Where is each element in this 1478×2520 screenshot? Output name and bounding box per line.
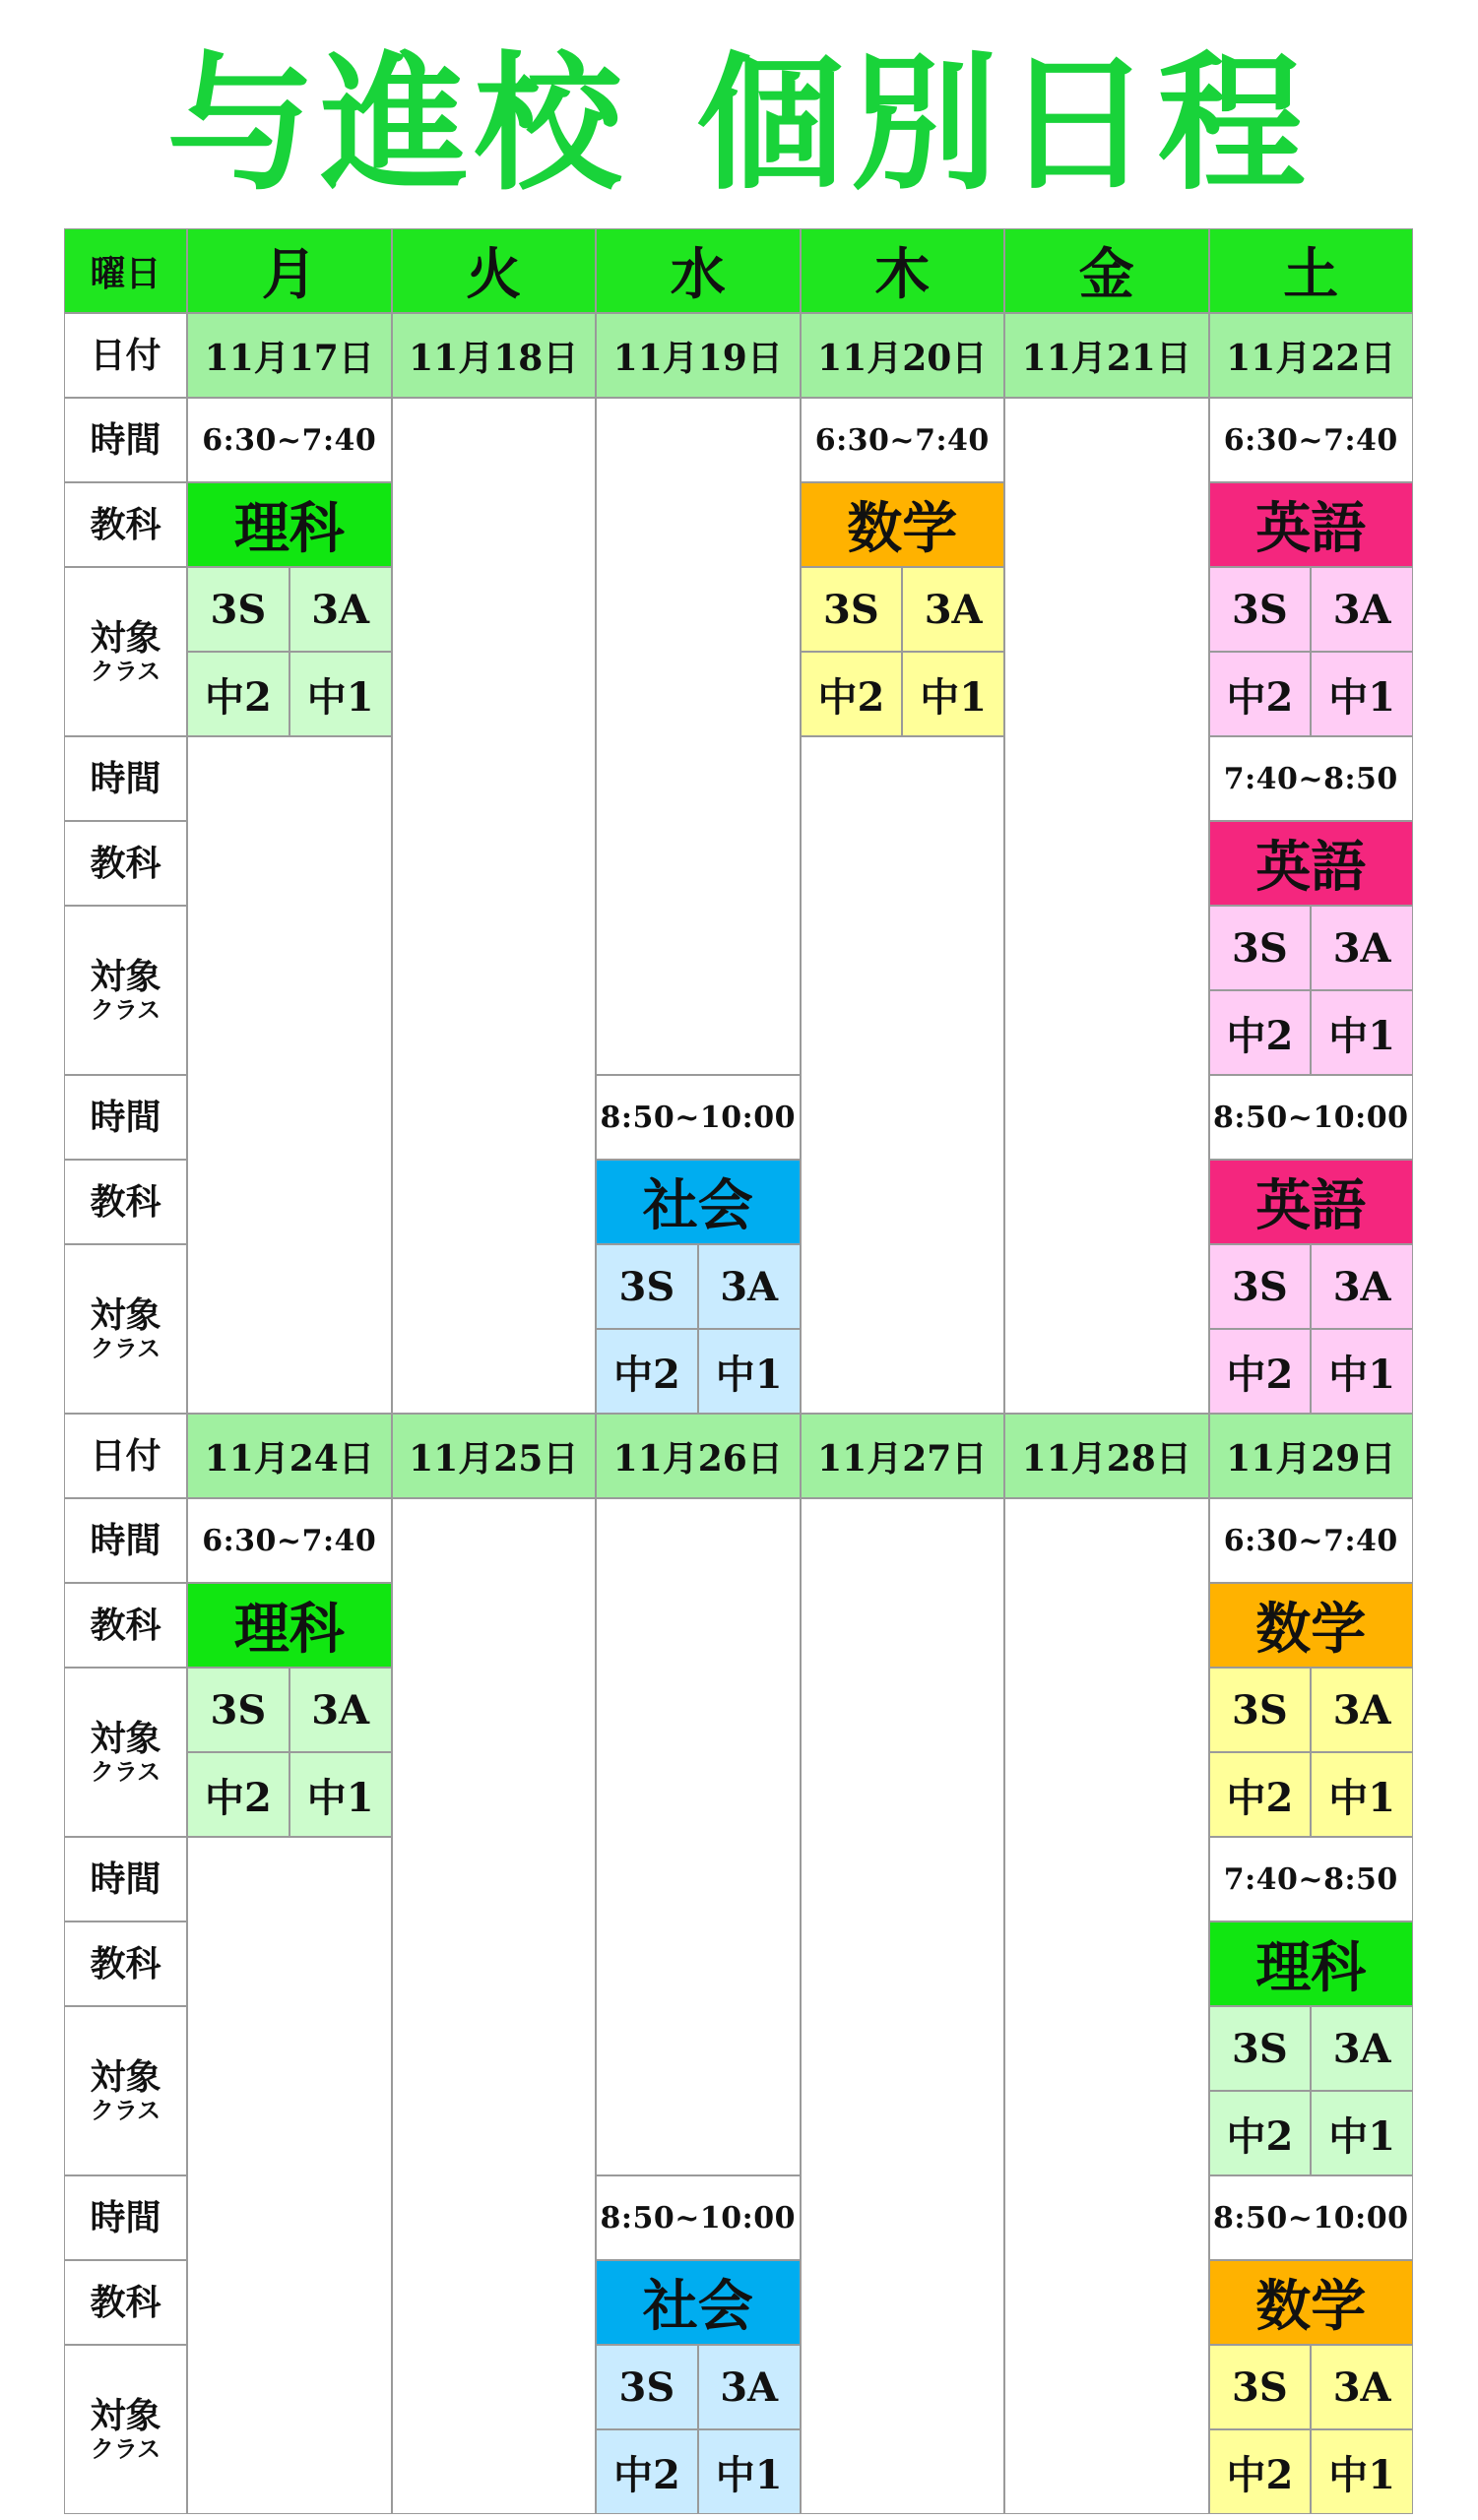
row-label-time bbox=[64, 2175, 187, 2260]
subject-cell bbox=[596, 1160, 801, 1244]
class-cell-text: 中1 bbox=[715, 1351, 783, 1398]
class-cell-text: 中2 bbox=[1226, 2112, 1294, 2160]
class-cell-text: 3A bbox=[1332, 1686, 1391, 1733]
target-label: 対象 bbox=[90, 1294, 161, 1336]
target-label: 対象 bbox=[90, 2395, 161, 2436]
day-header bbox=[1004, 228, 1209, 313]
subject-cell bbox=[187, 1583, 392, 1668]
class-cell-text: 中2 bbox=[1226, 1351, 1294, 1398]
class-cell bbox=[289, 1668, 392, 1752]
class-cell-text: 3A bbox=[1332, 586, 1391, 633]
class-cell-text: 3A bbox=[924, 586, 983, 633]
row-label-target bbox=[64, 906, 187, 1075]
subject-cell bbox=[1209, 482, 1414, 567]
class-cell-text: 3S bbox=[210, 586, 267, 633]
row-label-time bbox=[64, 1498, 187, 1583]
day-header bbox=[801, 228, 1005, 313]
class-cell-text: 3S bbox=[823, 586, 879, 633]
time-cell bbox=[1209, 736, 1414, 821]
time-cell-text: 6:30~7:40 bbox=[202, 1523, 377, 1558]
class-cell-text: 3A bbox=[720, 2363, 779, 2411]
class-cell-text: 中2 bbox=[1226, 1774, 1294, 1821]
target-label: 対象 bbox=[90, 1718, 161, 1759]
time-cell bbox=[187, 1498, 392, 1583]
class-cell bbox=[187, 567, 289, 652]
date-cell-text: 11月21日 bbox=[1021, 337, 1191, 379]
row-label-subject-text: 教科 bbox=[90, 2282, 161, 2323]
row-label-subject bbox=[64, 1922, 187, 2006]
class-cell bbox=[698, 1244, 801, 1329]
day-header bbox=[1209, 228, 1414, 313]
class-cell bbox=[289, 567, 392, 652]
header-label-text: 曜日 bbox=[90, 252, 161, 294]
class-cell bbox=[1311, 1329, 1413, 1414]
subject-cell-text: 数学 bbox=[1255, 1597, 1367, 1662]
row-label-time-text: 時間 bbox=[90, 1520, 161, 1561]
row-label-subject-text: 教科 bbox=[90, 1943, 161, 1984]
row-label-date bbox=[64, 313, 187, 398]
date-cell bbox=[1209, 1414, 1414, 1498]
class-cell-text: 3S bbox=[1232, 1263, 1288, 1310]
target-sub-label: クラス bbox=[90, 995, 161, 1024]
class-cell-text: 3S bbox=[618, 1263, 675, 1310]
date-cell bbox=[392, 313, 597, 398]
class-cell-text: 中1 bbox=[1328, 1012, 1396, 1059]
subject-cell-text: 英語 bbox=[1255, 835, 1367, 900]
subject-cell bbox=[1209, 821, 1414, 906]
time-cell-text: 8:50~10:00 bbox=[600, 1100, 796, 1135]
class-cell-text: 中2 bbox=[204, 673, 272, 721]
row-label-subject bbox=[64, 1583, 187, 1668]
row-label-subject bbox=[64, 1160, 187, 1244]
class-cell bbox=[1209, 1668, 1312, 1752]
class-cell bbox=[1311, 2345, 1413, 2429]
class-cell-text: 3S bbox=[618, 2363, 675, 2411]
class-cell-text: 3S bbox=[1232, 2025, 1288, 2072]
class-cell-text: 3A bbox=[311, 1686, 370, 1733]
time-cell bbox=[1209, 398, 1414, 482]
row-label-time bbox=[64, 1075, 187, 1160]
row-label-date-text: 日付 bbox=[90, 335, 161, 376]
day-header-text: 火 bbox=[466, 242, 522, 307]
row-label-time-text: 時間 bbox=[90, 1097, 161, 1138]
class-cell bbox=[698, 1329, 801, 1414]
class-cell bbox=[596, 1244, 698, 1329]
class-cell-text: 中1 bbox=[1328, 2112, 1396, 2160]
class-cell bbox=[289, 652, 392, 736]
target-label: 対象 bbox=[90, 617, 161, 659]
class-cell bbox=[596, 1329, 698, 1414]
date-cell bbox=[1209, 313, 1414, 398]
subject-cell bbox=[187, 482, 392, 567]
class-cell bbox=[1311, 906, 1413, 990]
date-cell bbox=[801, 1414, 1005, 1498]
title-school: 与進校 bbox=[166, 38, 628, 211]
class-cell bbox=[1209, 2429, 1312, 2514]
class-cell bbox=[801, 567, 903, 652]
class-cell bbox=[1311, 2091, 1413, 2175]
day-header bbox=[596, 228, 801, 313]
target-sub-label: クラス bbox=[90, 2096, 161, 2124]
target-sub-label: クラス bbox=[90, 2434, 161, 2463]
class-cell-text: 中2 bbox=[612, 2451, 680, 2498]
row-label-subject-text: 教科 bbox=[90, 504, 161, 545]
class-cell-text: 中2 bbox=[204, 1774, 272, 1821]
time-cell-text: 6:30~7:40 bbox=[1223, 422, 1398, 458]
class-cell-text: 3A bbox=[311, 586, 370, 633]
row-label-subject bbox=[64, 821, 187, 906]
class-cell bbox=[698, 2429, 801, 2514]
empty-cell bbox=[392, 398, 597, 1414]
class-cell bbox=[596, 2429, 698, 2514]
subject-cell-text: 英語 bbox=[1255, 1173, 1367, 1238]
class-cell bbox=[1209, 1329, 1312, 1414]
date-cell-text: 11月24日 bbox=[204, 1437, 374, 1480]
time-cell bbox=[1209, 1075, 1414, 1160]
class-cell bbox=[1209, 990, 1312, 1075]
date-cell-text: 11月27日 bbox=[817, 1437, 988, 1480]
day-header-text: 木 bbox=[874, 242, 931, 307]
time-cell bbox=[187, 398, 392, 482]
class-cell-text: 中1 bbox=[306, 673, 374, 721]
date-cell-text: 11月25日 bbox=[409, 1437, 579, 1480]
class-cell bbox=[902, 567, 1004, 652]
row-label-time-text: 時間 bbox=[90, 2197, 161, 2238]
class-cell bbox=[1311, 1752, 1413, 1837]
date-cell-text: 11月18日 bbox=[409, 337, 579, 379]
time-cell-text: 6:30~7:40 bbox=[1223, 1523, 1398, 1558]
class-cell-text: 中1 bbox=[1328, 673, 1396, 721]
empty-cell bbox=[392, 1498, 597, 2514]
subject-cell bbox=[1209, 1160, 1414, 1244]
class-cell-text: 3A bbox=[1332, 1263, 1391, 1310]
row-label-target bbox=[64, 2006, 187, 2175]
title-schedule: 個別日程 bbox=[696, 38, 1312, 211]
class-cell bbox=[1209, 1752, 1312, 1837]
subject-cell-text: 理科 bbox=[233, 1597, 345, 1662]
empty-cell bbox=[187, 736, 392, 1414]
class-cell-text: 3A bbox=[1332, 2025, 1391, 2072]
class-cell bbox=[1209, 1244, 1312, 1329]
class-cell-text: 中2 bbox=[612, 1351, 680, 1398]
row-label-target bbox=[64, 2345, 187, 2514]
class-cell bbox=[1209, 652, 1312, 736]
class-cell-text: 中1 bbox=[1328, 1351, 1396, 1398]
empty-cell bbox=[1004, 1498, 1209, 2514]
class-cell-text: 3A bbox=[1332, 2363, 1391, 2411]
row-label-time bbox=[64, 736, 187, 821]
class-cell-text: 中1 bbox=[306, 1774, 374, 1821]
date-cell bbox=[596, 313, 801, 398]
class-cell bbox=[1209, 567, 1312, 652]
subject-cell-text: 社会 bbox=[642, 1173, 753, 1238]
day-header-text: 土 bbox=[1283, 242, 1339, 307]
subject-cell bbox=[1209, 1922, 1414, 2006]
empty-cell bbox=[596, 1498, 801, 2175]
row-label-time-text: 時間 bbox=[90, 419, 161, 461]
subject-cell bbox=[1209, 2260, 1414, 2345]
class-cell-text: 3S bbox=[1232, 586, 1288, 633]
row-label-time-text: 時間 bbox=[90, 758, 161, 799]
target-label: 対象 bbox=[90, 956, 161, 997]
class-cell bbox=[1311, 2006, 1413, 2091]
class-cell-text: 中1 bbox=[1328, 2451, 1396, 2498]
header-label bbox=[64, 228, 187, 313]
class-cell bbox=[1209, 2345, 1312, 2429]
class-cell bbox=[1311, 990, 1413, 1075]
row-label-time bbox=[64, 398, 187, 482]
subject-cell bbox=[801, 482, 1005, 567]
target-sub-label: クラス bbox=[90, 657, 161, 685]
time-cell-text: 8:50~10:00 bbox=[1213, 2200, 1409, 2236]
day-header bbox=[392, 228, 597, 313]
class-cell bbox=[596, 2345, 698, 2429]
class-cell bbox=[1311, 652, 1413, 736]
class-cell bbox=[289, 1752, 392, 1837]
time-cell bbox=[596, 1075, 801, 1160]
time-cell bbox=[1209, 1498, 1414, 1583]
class-cell-text: 3A bbox=[1332, 924, 1391, 972]
class-cell-text: 3S bbox=[1232, 1686, 1288, 1733]
class-cell bbox=[187, 1668, 289, 1752]
row-label-subject-text: 教科 bbox=[90, 1605, 161, 1646]
subject-cell-text: 数学 bbox=[847, 496, 958, 561]
class-cell bbox=[1311, 1668, 1413, 1752]
empty-cell bbox=[801, 1498, 1005, 2514]
day-header-text: 水 bbox=[670, 242, 726, 307]
time-cell bbox=[596, 2175, 801, 2260]
subject-cell-text: 理科 bbox=[233, 496, 345, 561]
class-cell bbox=[187, 1752, 289, 1837]
class-cell-text: 中1 bbox=[920, 673, 988, 721]
row-label-target bbox=[64, 1668, 187, 1837]
date-cell bbox=[187, 313, 392, 398]
class-cell bbox=[1209, 906, 1312, 990]
date-cell bbox=[801, 313, 1005, 398]
date-cell-text: 11月28日 bbox=[1021, 1437, 1191, 1480]
date-cell bbox=[392, 1414, 597, 1498]
class-cell bbox=[1209, 2006, 1312, 2091]
class-cell bbox=[698, 2345, 801, 2429]
class-cell bbox=[1311, 2429, 1413, 2514]
class-cell bbox=[1209, 2091, 1312, 2175]
time-cell-text: 7:40~8:50 bbox=[1223, 1861, 1398, 1897]
row-label-target bbox=[64, 1244, 187, 1414]
empty-cell bbox=[596, 398, 801, 1075]
row-label-date-text: 日付 bbox=[90, 1435, 161, 1477]
row-label-subject bbox=[64, 482, 187, 567]
target-sub-label: クラス bbox=[90, 1334, 161, 1362]
class-cell bbox=[187, 652, 289, 736]
date-cell bbox=[187, 1414, 392, 1498]
row-label-time bbox=[64, 1837, 187, 1922]
target-label: 対象 bbox=[90, 2056, 161, 2098]
time-cell bbox=[1209, 2175, 1414, 2260]
row-label-subject-text: 教科 bbox=[90, 843, 161, 884]
date-cell-text: 11月20日 bbox=[817, 337, 988, 379]
day-header bbox=[187, 228, 392, 313]
time-cell bbox=[801, 398, 1005, 482]
class-cell-text: 中2 bbox=[1226, 2451, 1294, 2498]
row-label-subject-text: 教科 bbox=[90, 1181, 161, 1223]
date-cell bbox=[596, 1414, 801, 1498]
row-label-subject bbox=[64, 2260, 187, 2345]
subject-cell-text: 数学 bbox=[1255, 2274, 1367, 2339]
class-cell bbox=[902, 652, 1004, 736]
subject-cell bbox=[1209, 1583, 1414, 1668]
empty-cell bbox=[1004, 398, 1209, 1414]
subject-cell bbox=[596, 2260, 801, 2345]
class-cell bbox=[801, 652, 903, 736]
date-cell bbox=[1004, 1414, 1209, 1498]
empty-cell bbox=[187, 1837, 392, 2514]
subject-cell-text: 社会 bbox=[642, 2274, 753, 2339]
date-cell-text: 11月19日 bbox=[612, 337, 783, 379]
day-header-text: 金 bbox=[1078, 242, 1134, 307]
class-cell-text: 3A bbox=[720, 1263, 779, 1310]
date-cell-text: 11月26日 bbox=[612, 1437, 783, 1480]
class-cell-text: 中1 bbox=[1328, 1774, 1396, 1821]
class-cell-text: 3S bbox=[210, 1686, 267, 1733]
empty-cell bbox=[801, 736, 1005, 1414]
date-cell-text: 11月29日 bbox=[1226, 1437, 1396, 1480]
row-label-time-text: 時間 bbox=[90, 1858, 161, 1900]
date-cell-text: 11月22日 bbox=[1226, 337, 1396, 379]
class-cell bbox=[1311, 1244, 1413, 1329]
time-cell-text: 7:40~8:50 bbox=[1223, 761, 1398, 796]
time-cell bbox=[1209, 1837, 1414, 1922]
time-cell-text: 6:30~7:40 bbox=[202, 422, 377, 458]
row-label-date bbox=[64, 1414, 187, 1498]
date-cell bbox=[1004, 313, 1209, 398]
time-cell-text: 8:50~10:00 bbox=[600, 2200, 796, 2236]
class-cell-text: 中2 bbox=[1226, 673, 1294, 721]
class-cell-text: 中2 bbox=[817, 673, 885, 721]
subject-cell-text: 英語 bbox=[1255, 496, 1367, 561]
day-header-text: 月 bbox=[261, 242, 317, 307]
class-cell-text: 3S bbox=[1232, 924, 1288, 972]
class-cell-text: 3S bbox=[1232, 2363, 1288, 2411]
date-cell-text: 11月17日 bbox=[204, 337, 374, 379]
time-cell-text: 6:30~7:40 bbox=[814, 422, 990, 458]
class-cell bbox=[1311, 567, 1413, 652]
class-cell-text: 中1 bbox=[715, 2451, 783, 2498]
class-cell-text: 中2 bbox=[1226, 1012, 1294, 1059]
subject-cell-text: 理科 bbox=[1255, 1935, 1367, 2000]
target-sub-label: クラス bbox=[90, 1757, 161, 1786]
row-label-target bbox=[64, 567, 187, 736]
time-cell-text: 8:50~10:00 bbox=[1213, 1100, 1409, 1135]
